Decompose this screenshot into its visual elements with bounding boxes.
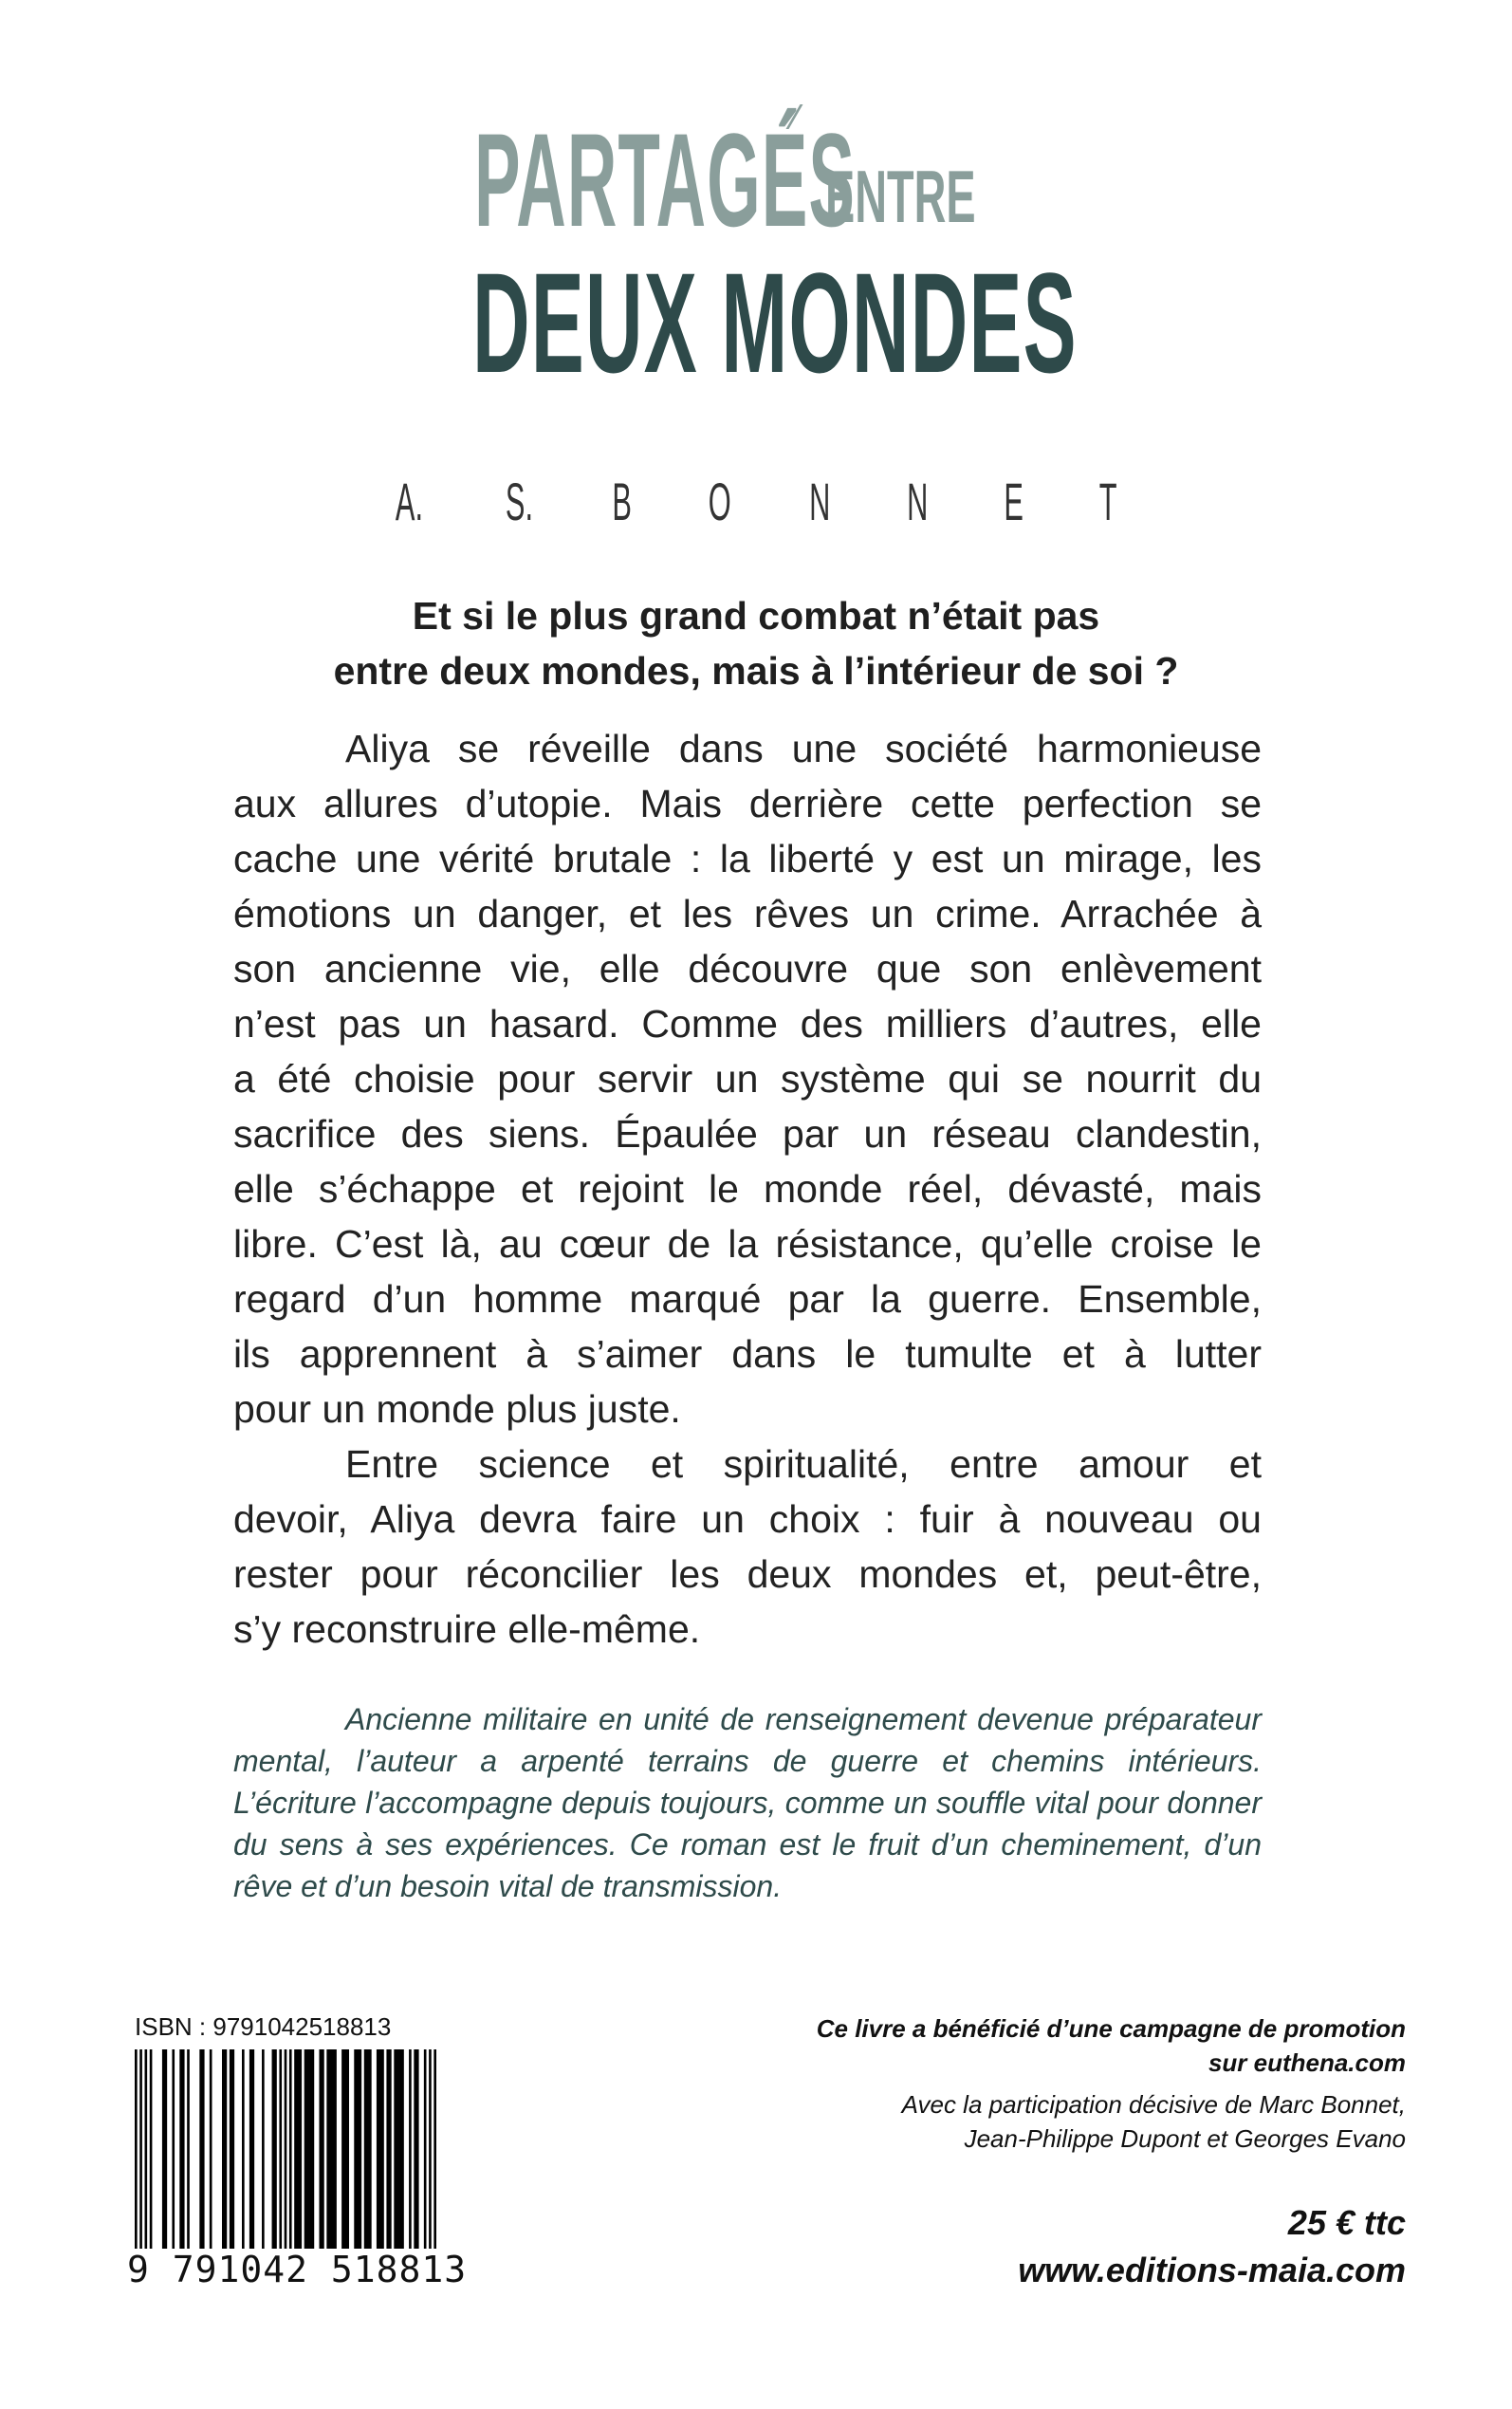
participation-line: Avec la participation décisive de Marc Bonnet,: [901, 2090, 1406, 2119]
title-line-2: DEUX MONDES: [472, 243, 1078, 402]
synopsis-line: son ancienne vie, elle découvre que son enlèvement: [233, 947, 1262, 991]
synopsis-line: Aliya se réveille dans une société harmonieuse: [345, 727, 1262, 770]
barcode-bar: [150, 2049, 153, 2249]
synopsis-line: a été choisie pour servir un système qui se nourrit du: [233, 1057, 1262, 1101]
synopsis-line: aux allures d’utopie. Mais derrière cette perfection se: [233, 782, 1262, 825]
promo-line: Ce livre a bénéficié d’une campagne de promotion: [816, 2014, 1406, 2043]
price: 25 € ttc: [1287, 2203, 1406, 2242]
barcode-bar: [429, 2049, 432, 2249]
bio-line: Ancienne militaire en unité de renseignement devenue préparateur: [345, 1702, 1262, 1736]
synopsis: [233, 721, 1262, 1657]
barcode-bar: [386, 2049, 391, 2249]
barcode-bar: [319, 2049, 323, 2249]
author-letter: N: [808, 471, 830, 531]
publisher-website: www.editions-maia.com: [1018, 2251, 1406, 2289]
barcode-bar: [172, 2049, 175, 2249]
barcode-bar: [279, 2049, 282, 2249]
bio-line: du sens à ses expériences. Ce roman est le fruit d’un cheminement, d’un: [233, 1827, 1262, 1862]
synopsis-line: elle s’échappe et rejoint le monde réel, dévasté, mais: [233, 1167, 1262, 1211]
barcode-bar: [222, 2049, 227, 2249]
synopsis-line: cache une vérité brutale : la liberté y est un mirage, les: [233, 837, 1262, 880]
barcode-bar: [326, 2049, 337, 2249]
book-title: [0, 104, 1512, 417]
barcode-bar: [162, 2049, 167, 2249]
author-letter: A.: [395, 471, 424, 531]
barcode-bar: [210, 2049, 212, 2249]
author-letter: B: [612, 471, 632, 531]
tagline-line: entre deux mondes, mais à l’intérieur de soi ?: [333, 649, 1179, 693]
synopsis-line: émotions un danger, et les rêves un crime. Arrachée à: [233, 892, 1262, 936]
barcode-bar: [145, 2049, 148, 2249]
synopsis-line: s’y reconstruire elle-même.: [233, 1607, 701, 1651]
tagline: [190, 588, 1322, 698]
author-letter: T: [1098, 471, 1117, 531]
bio-line: rêve et d’un besoin vital de transmission.: [233, 1869, 783, 1903]
barcode-bar: [139, 2049, 142, 2249]
author-letter: S.: [505, 471, 533, 531]
synopsis-line: Entre science et spiritualité, entre amour et: [345, 1442, 1262, 1486]
barcode-bar: [230, 2049, 234, 2249]
barcode-bar: [262, 2049, 265, 2249]
title-line-1: [474, 105, 1208, 254]
barcode-bar: [377, 2049, 384, 2249]
barcode-bar: [285, 2049, 287, 2249]
author-letter: O: [708, 471, 731, 531]
synopsis-line: pour un monde plus juste.: [233, 1387, 681, 1431]
tagline-line: Et si le plus grand combat n’était pas: [412, 594, 1100, 638]
barcode-bar: [364, 2049, 372, 2249]
barcode-bar: [249, 2049, 254, 2249]
barcode-bar: [394, 2049, 404, 2249]
barcode-bar: [199, 2049, 204, 2249]
barcode-bar: [304, 2049, 315, 2249]
bio-line: L’écriture l’accompagne depuis toujours, comme un souffle vital pour donner: [233, 1786, 1262, 1820]
barcode-bar: [179, 2049, 184, 2249]
synopsis-line: devoir, Aliya devra faire un choix : fuir à nouveau ou: [233, 1497, 1262, 1541]
author-letter: E: [1004, 471, 1024, 531]
synopsis-line: libre. C’est là, au cœur de la résistance, qu’elle croise le: [233, 1222, 1262, 1266]
barcode: [135, 2049, 436, 2249]
barcode-bar: [135, 2049, 138, 2249]
bio-line: mental, l’auteur a arpenté terrains de guerre et chemins intérieurs.: [233, 1744, 1262, 1778]
barcode-bar: [433, 2049, 436, 2249]
barcode-bar: [294, 2049, 302, 2249]
synopsis-line: sacrifice des siens. Épaulée par un réseau clandestin,: [233, 1112, 1262, 1156]
barcode-bar: [289, 2049, 292, 2249]
barcode-bar: [409, 2049, 412, 2249]
synopsis-line: rester pour réconcilier les deux mondes et, peut-être,: [233, 1552, 1262, 1596]
barcode-bar: [424, 2049, 427, 2249]
credits: [759, 2011, 1406, 2156]
barcode-digits: 9 791042 518813: [127, 2249, 468, 2290]
synopsis-line: regard d’un homme marqué par la guerre. Ensemble,: [233, 1277, 1262, 1321]
barcode-bar: [272, 2049, 277, 2249]
title-word-partages: PARTAGÉS: [474, 105, 857, 254]
barcode-bar: [242, 2049, 245, 2249]
synopsis-line: n’est pas un hasard. Comme des milliers d’autres, elle: [233, 1002, 1262, 1046]
participation-line: Jean-Philippe Dupont et Georges Evano: [964, 2124, 1406, 2153]
barcode-bar: [414, 2049, 418, 2249]
title-word-entre: ENTRE: [825, 155, 976, 238]
barcode-bar: [341, 2049, 349, 2249]
isbn-label: ISBN : 9791042518813: [135, 2012, 392, 2041]
synopsis-line: ils apprennent à s’aimer dans le tumulte et à lutter: [233, 1332, 1262, 1376]
barcode-bar: [354, 2049, 361, 2249]
author-bio: [233, 1698, 1262, 1907]
barcode-bar: [187, 2049, 190, 2249]
promo-line: sur euthena.com: [1208, 2048, 1406, 2077]
author-name: [384, 463, 1124, 539]
author-letter: N: [907, 471, 929, 531]
